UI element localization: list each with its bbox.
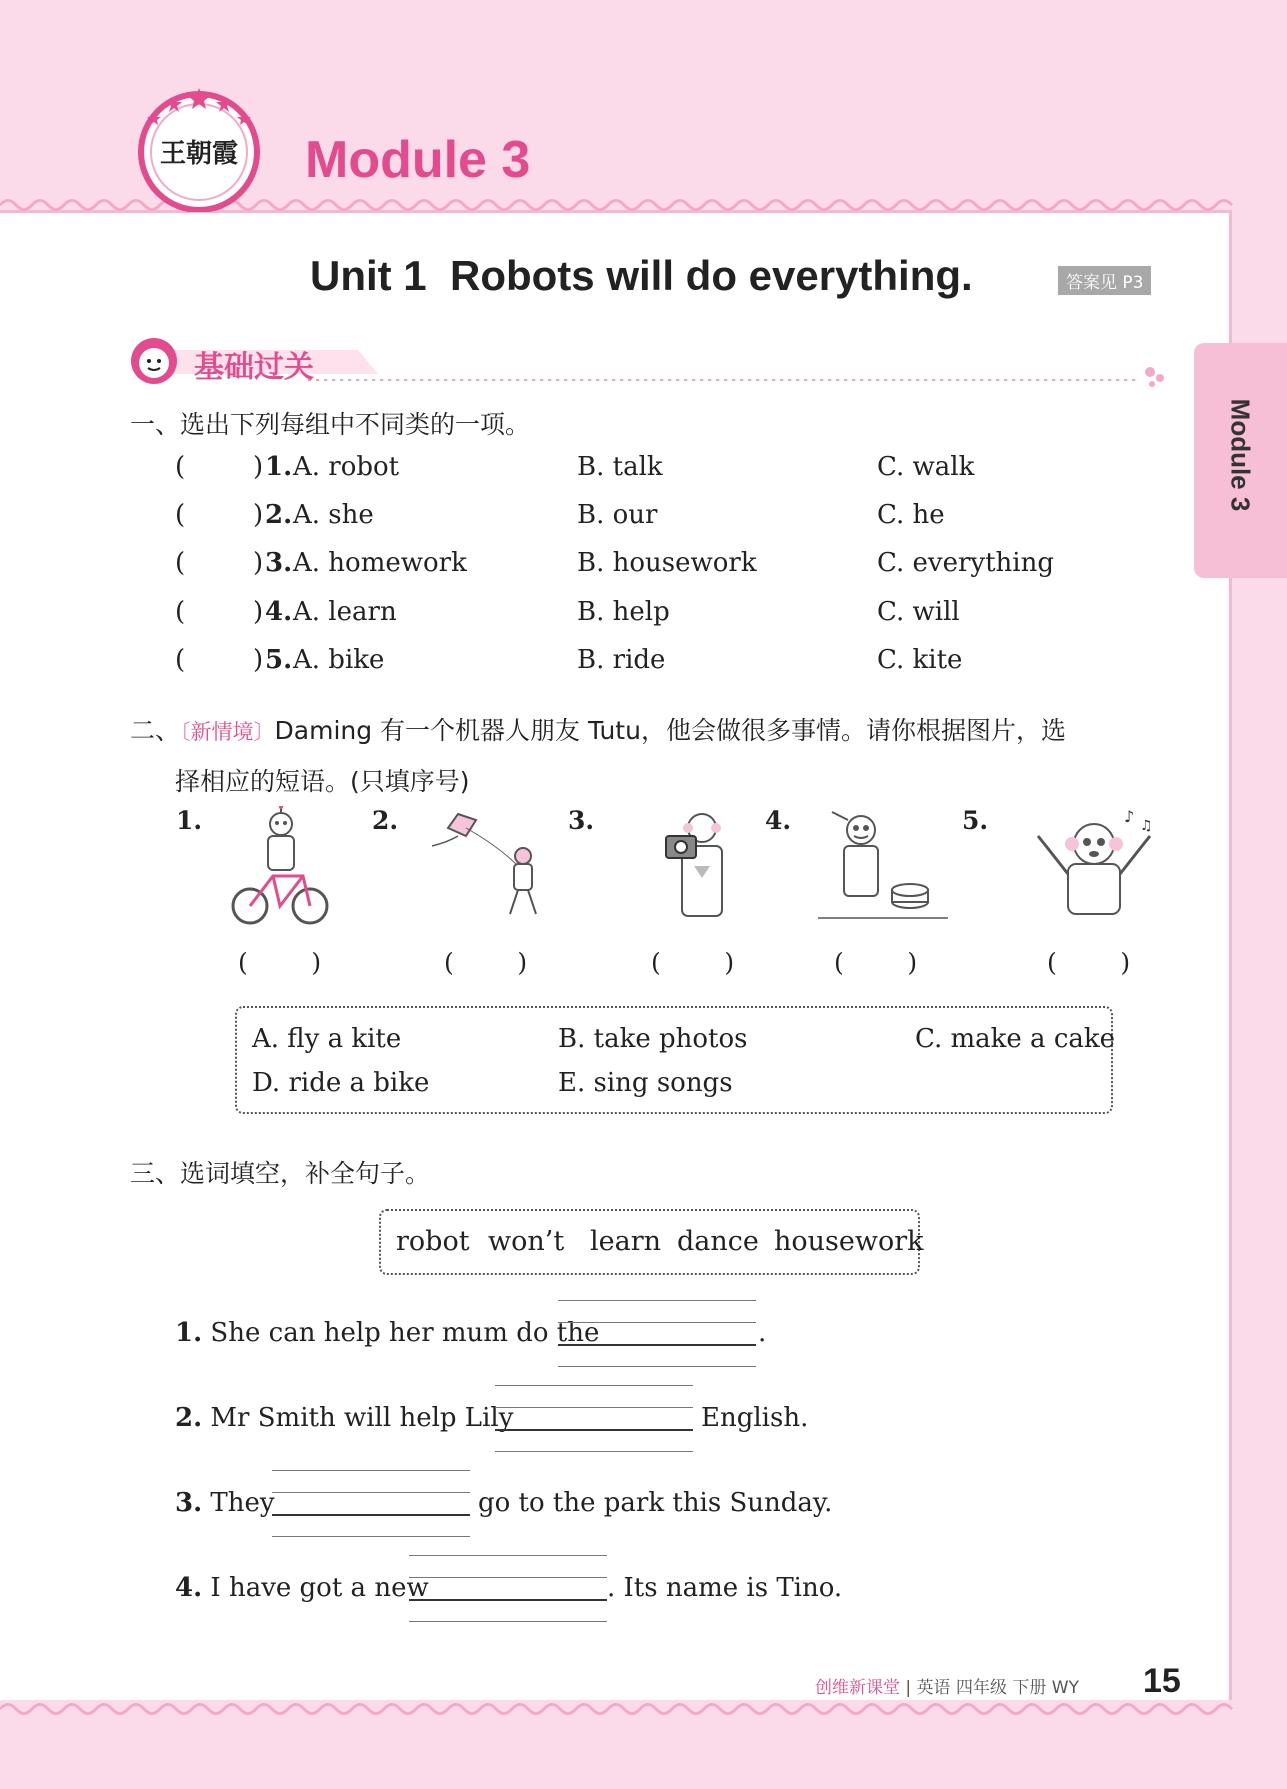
footer-grade: 四年级 <box>955 1678 1007 1698</box>
option-b: B. housework <box>577 548 757 578</box>
sentence-before: They <box>210 1488 275 1518</box>
part1-heading: 一、选出下列每组中不同类的一项。 <box>130 410 531 439</box>
option-a: A. robot <box>293 452 400 482</box>
picture-answer-blank[interactable]: ( ) <box>444 948 528 977</box>
wavy-border-bottom <box>0 1700 1287 1718</box>
answer-paren-left[interactable]: ( <box>175 645 186 675</box>
mascot-icon <box>128 336 180 386</box>
option-b: B. our <box>577 500 658 530</box>
page-number: 15 <box>1143 1662 1181 1700</box>
writing-blank[interactable] <box>495 1385 693 1451</box>
option-a: A. homework <box>293 548 467 578</box>
footer-edition: WY <box>1051 1678 1079 1698</box>
answer-paren-left[interactable]: ( <box>175 500 186 530</box>
footer-brand: 创维新课堂 <box>815 1678 900 1698</box>
option-c: C. walk <box>877 452 975 482</box>
module-title: Module 3 <box>305 131 531 189</box>
part2-line1: Daming 有一个机器人朋友 Tutu，他会做很多事情。请你根据图片，选 <box>274 716 1066 745</box>
question-number: 3. <box>265 548 293 578</box>
word-bank-item: robot <box>396 1226 470 1257</box>
phrase-option: D. ride a bike <box>252 1068 430 1098</box>
robot-making-cake-icon <box>818 806 948 926</box>
option-c: C. everything <box>877 548 1054 578</box>
question-number: 2. <box>265 500 293 530</box>
fill-sentence <box>175 1403 513 1433</box>
unit-title: Unit 1 Robots will do everything. <box>310 252 973 299</box>
footer-volume: 下册 <box>1012 1678 1047 1698</box>
phrase-option: C. make a cake <box>915 1024 1116 1054</box>
picture-number: 3. <box>568 806 595 835</box>
phrase-option: B. take photos <box>558 1024 748 1054</box>
section-banner-title: 基础过关 <box>194 350 314 385</box>
sentence-after: . Its name is Tino. <box>607 1573 843 1603</box>
fill-sentence <box>175 1573 429 1603</box>
picture-answer-blank[interactable]: ( ) <box>651 948 735 977</box>
word-bank-item: learn <box>590 1226 662 1257</box>
option-a: A. she <box>293 500 374 530</box>
question-number: 5. <box>265 645 293 675</box>
phrase-option: A. fly a kite <box>252 1024 402 1054</box>
robot-taking-photo-icon <box>646 806 756 926</box>
sentence-number: 2. <box>175 1403 203 1433</box>
answer-paren-left[interactable]: ( <box>175 548 186 578</box>
choice-row <box>175 500 1075 536</box>
svg-text:♫: ♫ <box>1140 818 1153 834</box>
side-tab-label: Module 3 <box>1225 398 1256 512</box>
answer-paren-right: ) <box>253 597 264 627</box>
sentence-after: go to the park this Sunday. <box>478 1488 833 1518</box>
picture-number: 4. <box>765 806 792 835</box>
sentence-before: Mr Smith will help Lily <box>210 1403 514 1433</box>
new-context-tag: 〔新情境〕 <box>180 720 275 744</box>
part2-intro <box>130 706 1180 806</box>
option-c: C. he <box>877 500 945 530</box>
writing-blank[interactable] <box>558 1300 756 1366</box>
writing-blank[interactable] <box>409 1555 607 1621</box>
fill-sentence <box>175 1488 275 1518</box>
sentence-after: . <box>758 1318 767 1348</box>
picture-number: 1. <box>176 806 203 835</box>
answer-paren-right: ) <box>253 500 264 530</box>
sentence-after: English. <box>701 1403 809 1433</box>
picture-answer-blank[interactable]: ( ) <box>834 948 918 977</box>
footer-info <box>815 1673 1079 1698</box>
sentence-number: 1. <box>175 1318 203 1348</box>
question-number: 4. <box>265 597 293 627</box>
part2-line2: 择相应的短语。(只填序号) <box>175 767 470 796</box>
option-b: B. ride <box>577 645 666 675</box>
option-b: B. talk <box>577 452 663 482</box>
picture-answer-blank[interactable]: ( ) <box>238 948 322 977</box>
option-a: A. learn <box>293 597 397 627</box>
answer-paren-right: ) <box>253 452 264 482</box>
question-number: 1. <box>265 452 293 482</box>
choice-row <box>175 548 1075 584</box>
footer-subject: 英语 <box>916 1678 951 1698</box>
fill-sentence <box>175 1318 599 1348</box>
answer-paren-left[interactable]: ( <box>175 597 186 627</box>
svg-text:♪: ♪ <box>1124 807 1135 826</box>
picture-number: 2. <box>372 806 399 835</box>
option-c: C. will <box>877 597 960 627</box>
picture-number: 5. <box>962 806 989 835</box>
sentence-number: 3. <box>175 1488 203 1518</box>
answer-reference-badge: 答案见 P3 <box>1058 266 1151 295</box>
part3-heading: 三、选词填空，补全句子。 <box>130 1159 431 1188</box>
part2-prefix: 二、 <box>130 716 181 745</box>
answer-paren-right: ) <box>253 645 264 675</box>
sentence-before: She can help her mum do the <box>210 1318 600 1348</box>
picture-answer-blank[interactable]: ( ) <box>1047 948 1131 977</box>
logo-seal-icon <box>136 86 262 212</box>
word-bank-item: housework <box>774 1226 924 1257</box>
writing-blank[interactable] <box>272 1470 470 1536</box>
robot-flying-kite-icon <box>418 806 558 926</box>
robot-singing-icon <box>1024 806 1164 926</box>
word-bank-item: dance <box>677 1226 759 1257</box>
option-b: B. help <box>577 597 670 627</box>
choice-row <box>175 452 1075 488</box>
word-bank-item: won’t <box>488 1226 565 1257</box>
option-a: A. bike <box>293 645 385 675</box>
answer-paren-right: ) <box>253 548 264 578</box>
answer-paren-left[interactable]: ( <box>175 452 186 482</box>
sentence-before: I have got a new <box>210 1573 429 1603</box>
phrase-option: E. sing songs <box>558 1068 733 1098</box>
option-c: C. kite <box>877 645 963 675</box>
logo-text: 王朝霞 <box>159 139 239 169</box>
robot-riding-bike-icon <box>228 806 338 926</box>
choice-row <box>175 645 1075 681</box>
choice-row <box>175 597 1075 633</box>
footer-separator: | <box>905 1678 912 1698</box>
sentence-number: 4. <box>175 1573 203 1603</box>
